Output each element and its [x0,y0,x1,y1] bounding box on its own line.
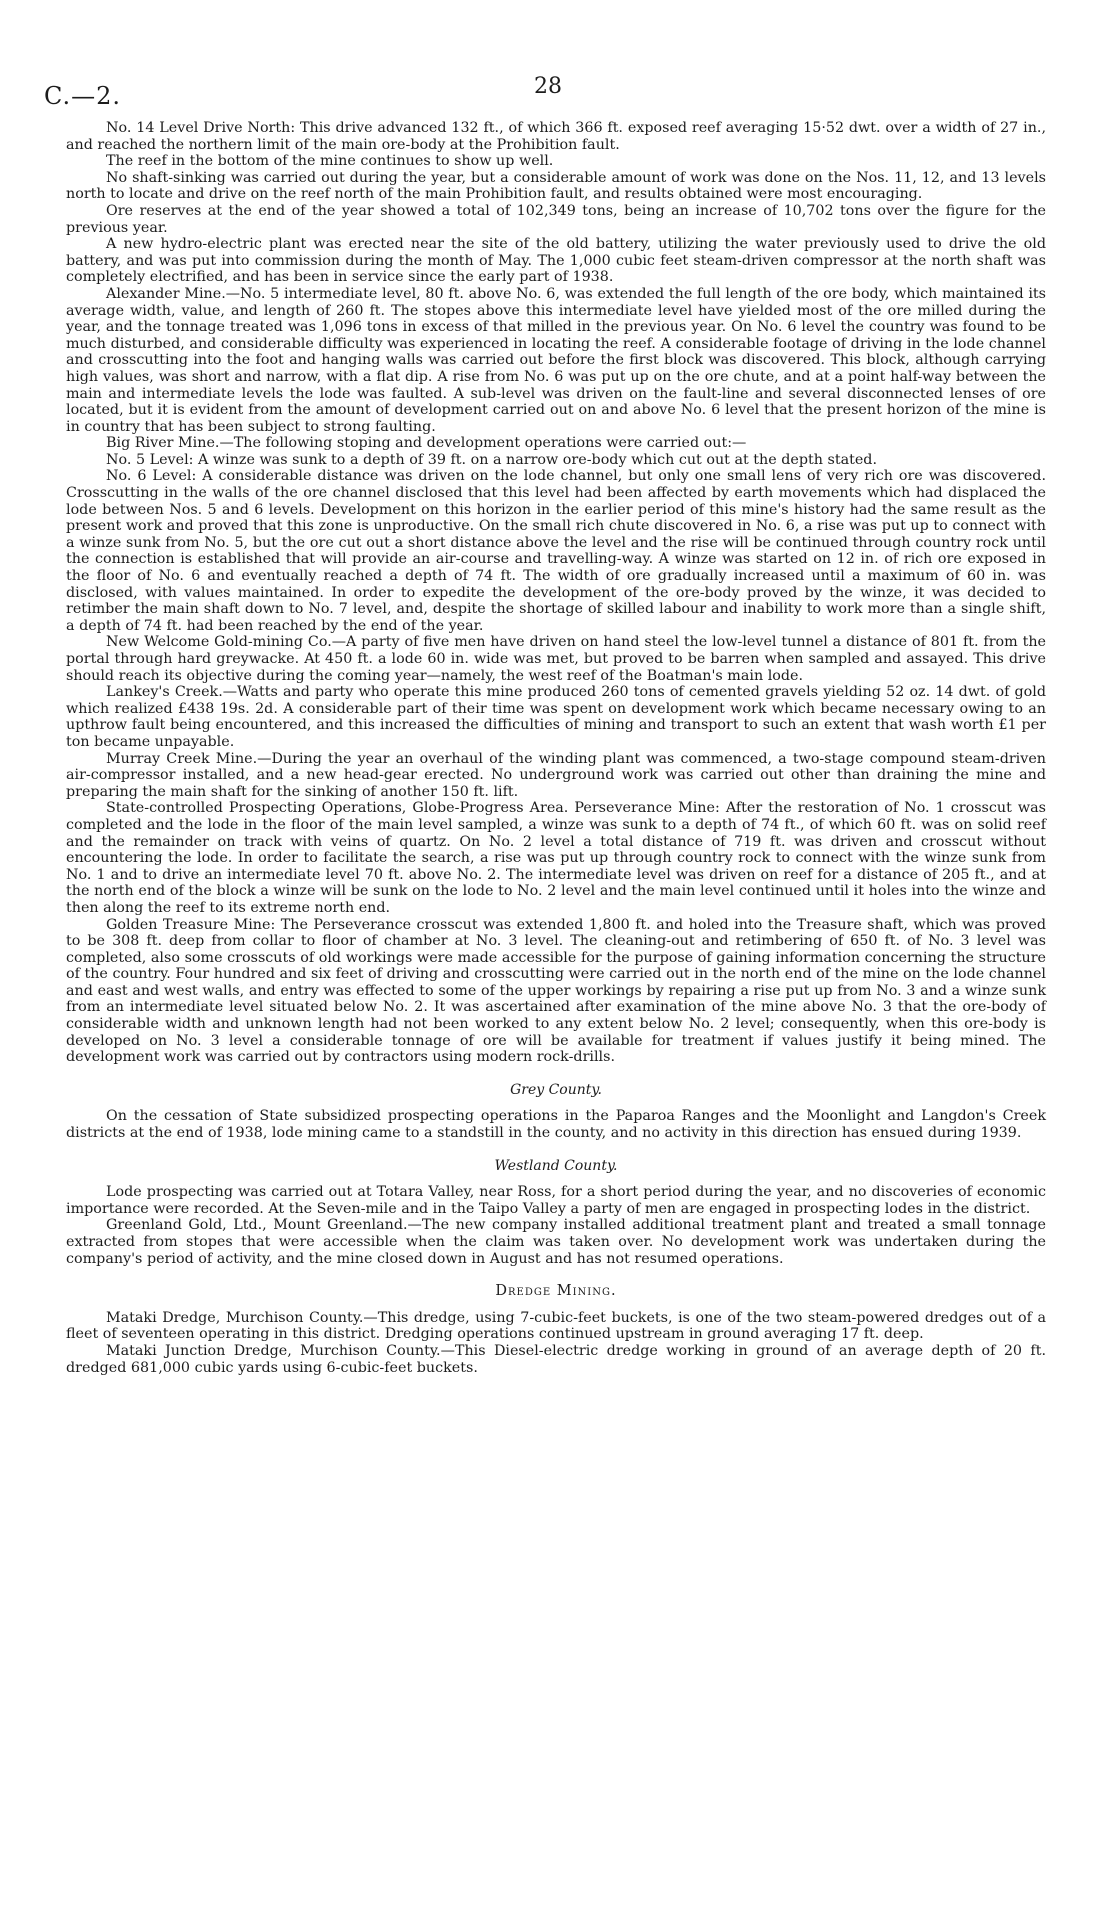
paragraph: Big River Mine.—The following stoping and development operations were carried out:— [106,435,747,452]
paragraph: The reef in the bottom of the mine continues to show up well. [106,153,554,170]
paragraph: Ore reserves at the end of the year showed a total of 102,349 tons, being an increase of 10,702 tons over the figure for the previous year. [66,202,1046,236]
body-text [66,120,1046,1376]
paragraph: On the cessation of State subsidized prospecting operations in the Paparoa Ranges and the Moonlight and Langdon's Creek districts at the end of 1938, lode mining came to a standstill in the county, and no activity in this direction has ensued during 1939. [66,1108,1046,1142]
paragraph: Greenland Gold, Ltd., Mount Greenland.—The new company installed additional treatment plant and treated a small tonnage extracted from stopes that were accessible when the claim was taken over. No development work was undertaken during the company's period of activity, and the mine closed down in August and has not resumed operations. [66,1217,1046,1267]
paragraph: Lankey's Creek.—Watts and party who operate this mine produced 260 tons of cemented gravels yielding 52 oz. 14 dwt. of gold which realized £438 19s. 2d. A considerable part of their time was spent on development work which became necessary owing to an upthrow fault being encountered, and this increased the difficulties of mining and transport to such an extent that wash worth £1 per ton became unpayable. [66,684,1046,750]
paragraph: No shaft-sinking was carried out during the year, but a considerable amount of work was done on the Nos. 11, 12, and 13 levels north to locate and drive on the reef north of the main Prohibition fault, and results obtained were most encouraging. [66,169,1046,203]
page-number: 28 [534,74,562,99]
paragraph: Mataki Dredge, Murchison County.—This dredge, using 7-cubic-feet buckets, is one of the two steam-powered dredges out of a fleet of seventeen operating in this district. Dredging operations continued upstream in ground averaging 17 ft. deep. [66,1309,1046,1343]
paragraph: Mataki Junction Dredge, Murchison County.—This Diesel-electric dredge working in ground of an average depth of 20 ft. dredged 681,000 cubic yards using 6-cubic-feet buckets. [66,1342,1046,1376]
section-heading-westland-county: Westland County. [494,1157,618,1174]
paragraph: No. 14 Level Drive North: This drive advanced 132 ft., of which 366 ft. exposed reef averaging 15·52 dwt. over a width of 27 in., and reached the northern limit of the main ore-body at the Prohibition fault. [66,120,1046,153]
paragraph: Alexander Mine.—No. 5 intermediate level, 80 ft. above No. 6, was extended the full length of the ore body, which maintained its average width, value, and length of 260 ft. The stopes above this intermediate level have yielded most of the ore milled during the year, and the tonnage treated was 1,096 tons in excess of that milled in the previous year. On No. 6 level the country was found to be much disturbed, and considerable difficulty was experienced in locating the reef. A considerable footage of driving in the lode channel and crosscutting into the foot and hanging walls was carried out before the first block was discovered. This block, although carrying high values, was short and narrow, with a flat dip. A rise from No. 6 was put up on the ore chute, and at a point half-way between the main and intermediate levels the lode was faulted. A sub-level was driven on the fault-line and several disconnected lenses of ore located, but it is evident from the amount of development carried out on and above No. 6 level that the present horizon of the mine is in country that has been subject to strong faulting. [66,285,1046,435]
document-reference: C.—2. [44,82,122,110]
paragraph: Golden Treasure Mine: The Perseverance crosscut was extended 1,800 ft. and holed into the Treasure shaft, which was proved to be 308 ft. deep from collar to floor of chamber at No. 3 level. The cleaning-out and retimbering of 650 ft. of No. 3 level was completed, also some crosscuts of old workings were made accessible for the purpose of gaining information concerning the structure of the country. Four hundred and six feet of driving and crosscutting were carried out in the north end of the mine on the lode channel and east and west walls, and entry was effected to some of the upper workings by repairing a rise put up from No. 3 and a winze sunk from an intermediate level situated below No. 2. It was ascertained after examination of the mine above No. 3 that the ore-body of considerable width and unknown length had not been worked to any extent below No. 2 level; consequently, when this ore-body is developed on No. 3 level a considerable tonnage of ore will be available for treatment if values justify it being mined. The development work was carried out by contractors using modern rock-drills. [66,916,1046,1066]
paragraph: State-controlled Prospecting Operations, Globe-Progress Area. Perseverance Mine: After the restoration of No. 1 crosscut was completed and the lode in the floor of the main level sampled, a winze was sunk to a depth of 74 ft., of which 60 ft. was on solid reef and the remainder on track with veins of quartz. On No. 2 level a total distance of 719 ft. was driven and crosscut without encountering the lode. In order to facilitate the search, a rise was put up through country rock to connect with the winze sunk from No. 1 and to drive an intermediate level 70 ft. above No. 2. The intermediate level was driven on reef for a distance of 205 ft., and at the north end of the block a winze will be sunk on the lode to No. 2 level and the main level continued until it holes into the winze and then along the reef to its extreme north end. [66,800,1046,916]
paragraph: No. 6 Level: A considerable distance was driven on the lode channel, but only one small lens of very rich ore was discovered. Crosscutting in the walls of the ore channel disclosed that this level had been affected by earth movements which had displaced the lode between Nos. 5 and 6 levels. Development on this horizon in the earlier period of this mine's history had the same result as the present work and proved that this zone is unproductive. On the small rich chute discovered in No. 6, a rise was put up to connect with a winze sunk from No. 5, but the ore cut out a short distance above the level and the rise will be continued through country rock until the connection is established that will provide an air-course and travelling-way. A winze was started on 12 in. of rich ore exposed in the floor of No. 6 and eventually reached a depth of 74 ft. The width of ore gradually increased until a maximum of 60 in. was disclosed, with values maintained. In order to expedite the development of the ore-body proved by the winze, it was decided to retimber the main shaft down to No. 7 level, and, despite the shortage of skilled labour and inability to work more than a single shift, a depth of 74 ft. had been reached by the end of the year. [66,468,1046,634]
paragraph: No. 5 Level: A winze was sunk to a depth of 39 ft. on a narrow ore-body which cut out at the depth stated. [106,451,877,468]
paragraph: A new hydro-electric plant was erected near the site of the old battery, utilizing the water previously used to drive the old battery, and was put into commission during the month of May. The 1,000 cubic feet steam-driven compressor at the north shaft was completely electrified, and has been in service since the early part of 1938. [66,236,1046,286]
paragraph: Lode prospecting was carried out at Totara Valley, near Ross, for a short period during the year, and no discoveries of economic importance were recorded. At the Seven-mile and in the Taipo Valley a party of men are engaged in prospecting lodes in the district. [66,1184,1046,1217]
section-heading-dredge-mining: Dredge Mining. [495,1283,617,1300]
paragraph: Murray Creek Mine.—During the year an overhaul of the winding plant was commenced, a two-stage compound steam-driven air-compressor installed, and a new head-gear erected. No underground work was carried out other than draining the mine and preparing the main shaft for the sinking of another 150 ft. lift. [66,750,1046,800]
paragraph: New Welcome Gold-mining Co.—A party of five men have driven on hand steel the low-level tunnel a distance of 801 ft. from the portal through hard greywacke. At 450 ft. a lode 60 in. wide was met, but proved to be barren when sampled and assayed. This drive should reach its objective during the coming year—namely, the west reef of the Boatman's main lode. [66,634,1046,684]
section-heading-grey-county: Grey County. [510,1081,602,1098]
